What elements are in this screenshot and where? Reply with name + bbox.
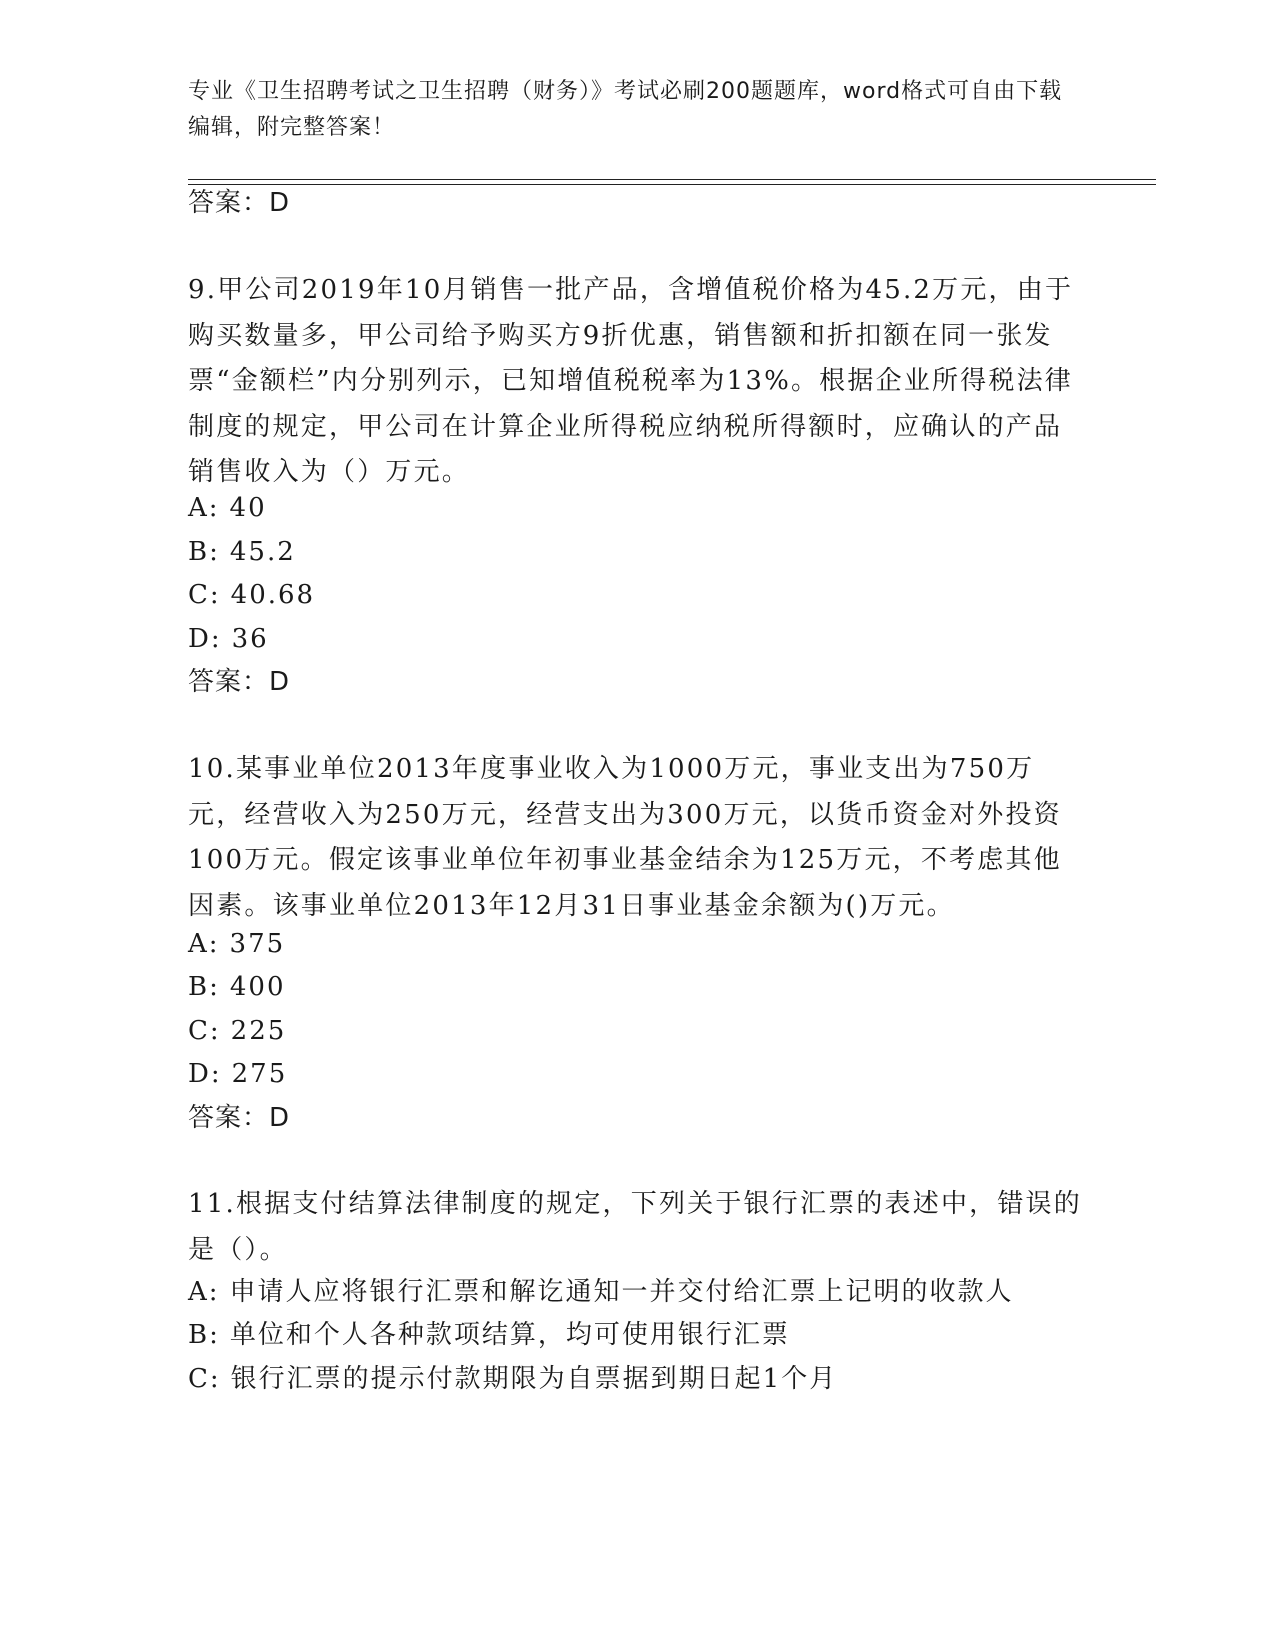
option-letter: D: bbox=[188, 1059, 222, 1089]
q11-option-b bbox=[188, 1318, 790, 1352]
q10-option-b bbox=[188, 970, 286, 1004]
q10-option-a bbox=[188, 927, 285, 961]
option-letter: B: bbox=[188, 537, 220, 567]
option-text: 申请人应将银行汇票和解讫通知一并交付给汇票上记明的收款人 bbox=[229, 1277, 1014, 1307]
q10-option-c bbox=[188, 1014, 286, 1048]
option-text: 400 bbox=[229, 972, 286, 1002]
option-text: 45.2 bbox=[229, 537, 296, 567]
option-text: 40.68 bbox=[230, 580, 316, 610]
q9-option-c bbox=[188, 578, 315, 612]
option-letter: C: bbox=[188, 580, 221, 610]
q9-option-b bbox=[188, 535, 296, 569]
option-letter: B: bbox=[188, 1320, 220, 1350]
option-text: 275 bbox=[231, 1059, 288, 1089]
q9-answer: 答案：D bbox=[188, 667, 291, 697]
option-text: 36 bbox=[231, 624, 269, 654]
q9-option-d bbox=[188, 622, 269, 656]
answer-prev: 答案：D bbox=[188, 188, 291, 218]
option-letter: A: bbox=[188, 929, 220, 959]
document-header: 专业《卫生招聘考试之卫生招聘（财务）》考试必刷200题题库，word格式可自由下载编辑，附完整答案！ bbox=[188, 79, 1063, 140]
option-text: 225 bbox=[230, 1016, 287, 1046]
q10-option-d bbox=[188, 1057, 287, 1091]
option-text: 40 bbox=[229, 493, 267, 523]
option-text: 375 bbox=[229, 929, 286, 959]
question-11: 11.根据支付结算法律制度的规定，下列关于银行汇票的表述中，错误的是（）。 bbox=[188, 1189, 1082, 1265]
header-divider-top bbox=[188, 179, 1156, 180]
option-letter: A: bbox=[188, 493, 220, 523]
option-letter: B: bbox=[188, 972, 220, 1002]
option-letter: C: bbox=[188, 1016, 221, 1046]
option-letter: A: bbox=[188, 1277, 220, 1307]
q11-option-c bbox=[188, 1362, 837, 1396]
q11-option-a bbox=[188, 1275, 1014, 1309]
option-text: 单位和个人各种款项结算，均可使用银行汇票 bbox=[229, 1320, 790, 1350]
question-10: 10.某事业单位2013年度事业收入为1000万元，事业支出为750万元，经营收入为250万元，经营支出为300万元，以货币资金对外投资100万元。假定该事业单位年初事业基金结余为125万元，不考虑其他因素。该事业单位2013年12月31日事业基金余额为()万元。 bbox=[188, 754, 1062, 921]
question-9: 9.甲公司2019年10月销售一批产品，含增值税价格为45.2万元，由于购买数量多，甲公司给予购买方9折优惠，销售额和折扣额在同一张发票“金额栏”内分别列示，已知增值税税率为13%。根据企业所得税法律制度的规定，甲公司在计算企业所得税应纳税所得额时，应确认的产品销售收入为（）万元。 bbox=[188, 275, 1074, 487]
header-divider-bottom bbox=[188, 184, 1156, 185]
option-text: 银行汇票的提示付款期限为自票据到期日起1个月 bbox=[230, 1364, 838, 1394]
q9-option-a bbox=[188, 491, 267, 525]
option-letter: C: bbox=[188, 1364, 221, 1394]
q10-answer: 答案：D bbox=[188, 1103, 291, 1133]
option-letter: D: bbox=[188, 624, 222, 654]
